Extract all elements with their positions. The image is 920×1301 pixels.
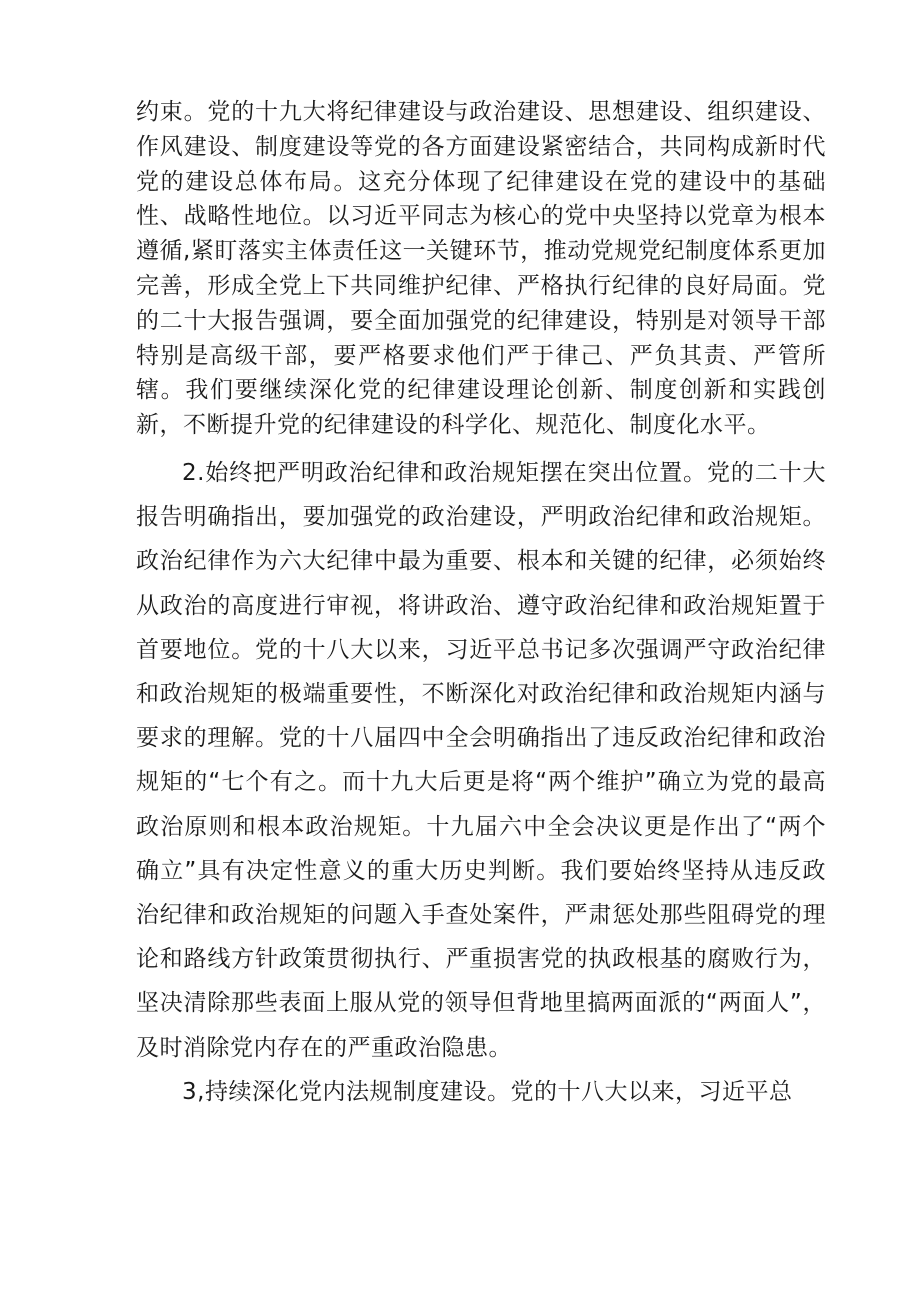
paragraph-continuation: 约束。党的十九大将纪律建设与政治建设、思想建设、组织建设、作风建设、制度建设等党的各方面建设紧密结合，共同构成新时代党的建设总体布局。这充分体现了纪律建设在党的建设中的基础性、战略性地位。以习近平同志为核心的党中央坚持以党章为根本遵循,紧盯落实主体责任这一关键环节，推动党规党纪制度体系更加完善，形成全党上下共同维护纪律、严格执行纪律的良好局面。党的二十大报告强调，要全面加强党的纪律建设，特别是对领导干部特别是高级干部，要严格要求他们严于律己、严负其责、严管所辖。我们要继续深化党的纪律建设理论创新、制度创新和实践创新，不断提升党的纪律建设的科学化、规范化、制度化水平。 <box>136 99 826 439</box>
paragraph-section-3: 3,持续深化党内法规制度建设。党的十八大以来，习近平总 <box>182 1078 793 1105</box>
paragraph-section-2: 2.始终把严明政治纪律和政治规矩摆在突出位置。党的二十大报告明确指出，要加强党的政治建设，严明政治纪律和政治规矩。政治纪律作为六大纪律中最为重要、根本和关键的纪律，必须始终从政治的高度进行审视，将讲政治、遵守政治纪律和政治规矩置于首要地位。党的十八大以来，习近平总书记多次强调严守政治纪律和政治规矩的极端重要性，不断深化对政治纪律和政治规矩内涵与要求的理解。党的十八届四中全会明确指出了违反政治纪律和政治规矩的“七个有之。而十九大后更是将“两个维护”确立为党的最高政治原则和根本政治规矩。十九届六中全会决议更是作出了“两个确立”具有决定性意义的重大历史判断。我们要始终坚持从违反政治纪律和政治规矩的问题入手查处案件，严肃惩处那些阻碍党的理论和路线方针政策贯彻执行、严重损害党的执政根基的腐败行为，坚决清除那些表面上服从党的领导但背地里搞两面派的“两面人”，及时消除党内存在的严重政治隐患。 <box>136 459 826 1061</box>
document-page <box>136 95 826 1114</box>
